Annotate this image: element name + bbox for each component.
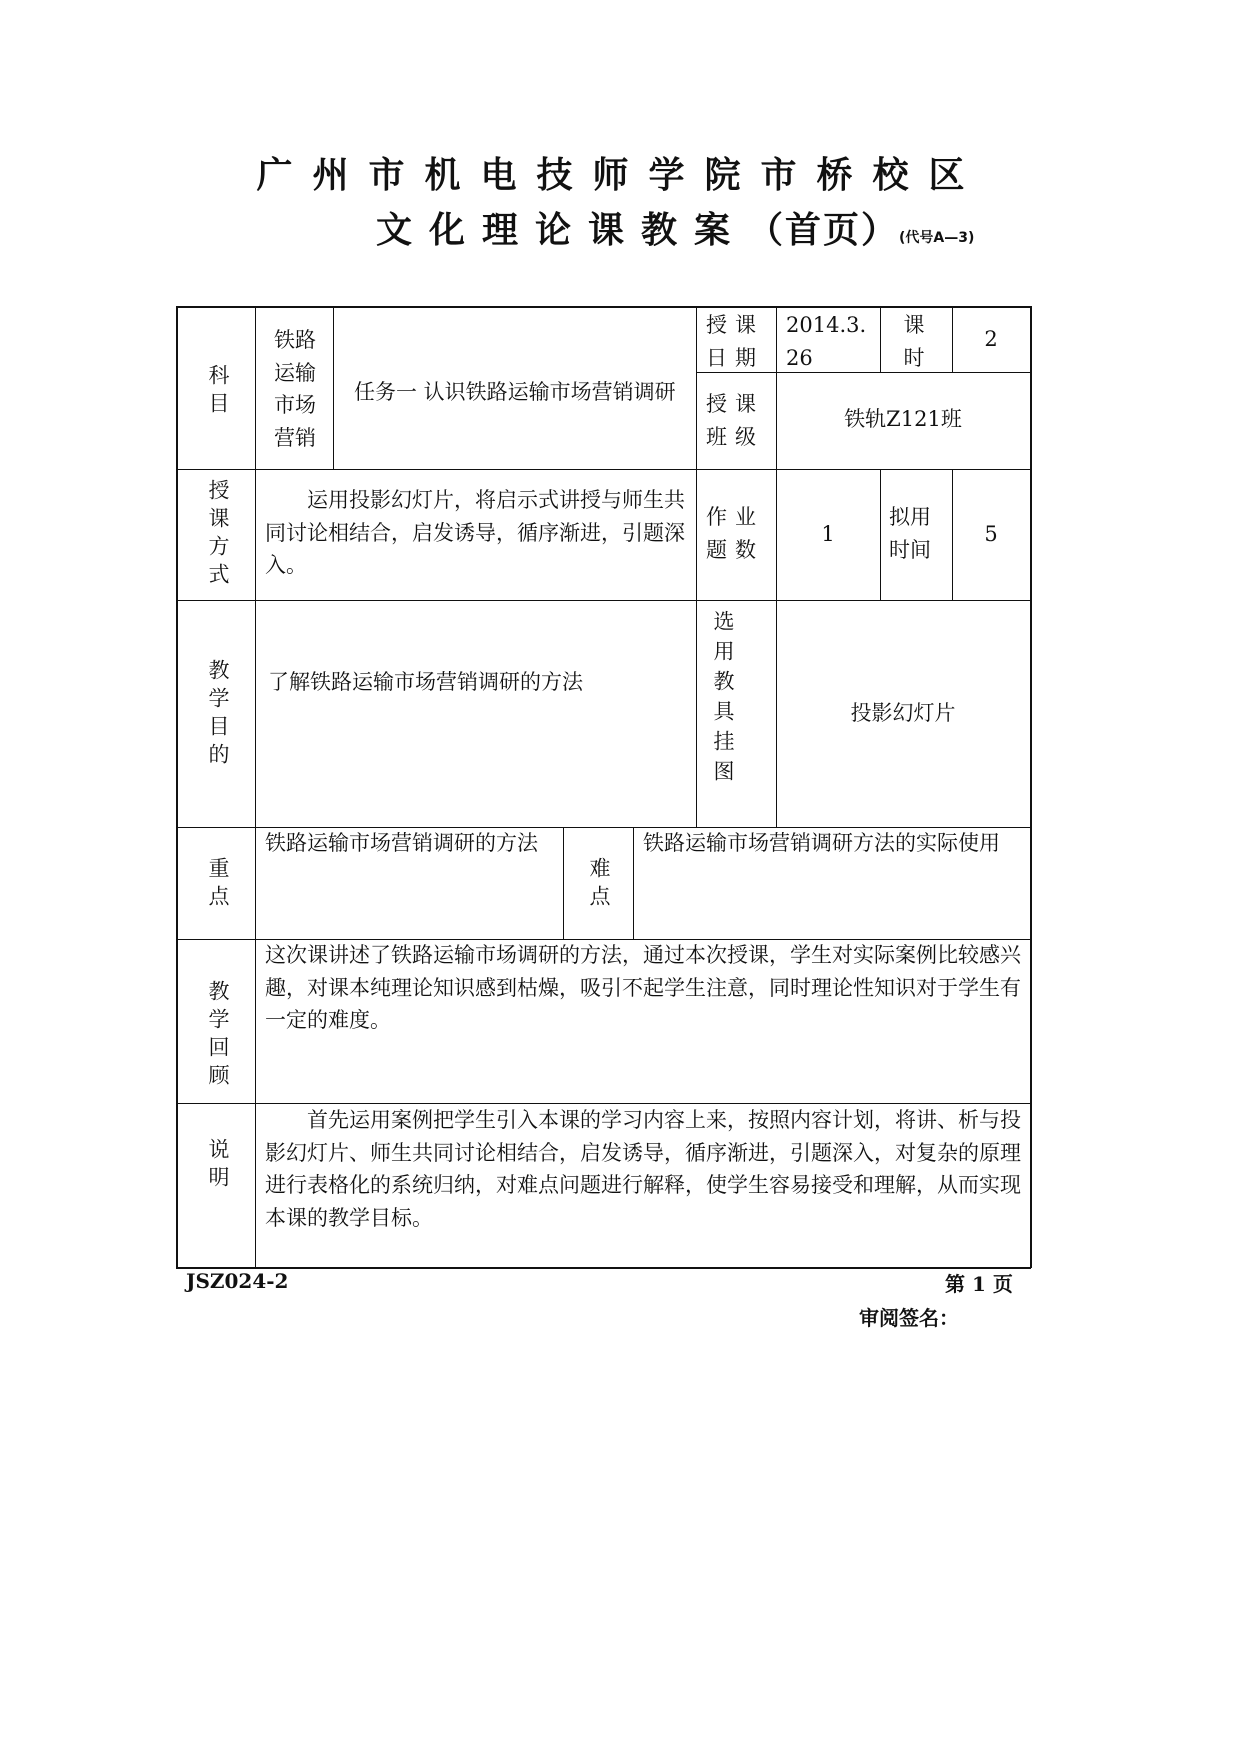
table-border-right	[1030, 306, 1032, 1268]
table-border-top	[176, 306, 1031, 308]
note-label: 说明	[206, 1138, 230, 1194]
note-value: 首先运用案例把学生引入本课的学习内容上来，按照内容计划，将讲、析与投影幻灯片、师生共同讨论相结合，启发诱导，循序渐进，引题深入，对复杂的原理进行表格化的系统归纳，对难点问题进行解释，使学生容易接受和理解，从而实现本课的教学目标。	[265, 1108, 1021, 1230]
review-value: 这次课讲述了铁路运输市场调研的方法，通过本次授课，学生对实际案例比较感兴趣，对课本纯理论知识感到枯燥，吸引不起学生注意，同时理论性知识对于学生有一定的难度。	[265, 943, 1021, 1032]
date-value: 2014.3.26	[786, 313, 867, 370]
table-border-bottom	[176, 1267, 1031, 1269]
subject-label: 科目	[206, 364, 230, 420]
class-label: 授课班级	[706, 392, 764, 449]
column-divider	[776, 306, 777, 828]
key-point-label: 重点	[206, 857, 230, 913]
row-divider	[176, 600, 1031, 601]
method-label: 授课方式	[206, 479, 230, 591]
column-divider	[255, 306, 256, 1268]
column-divider	[633, 827, 634, 940]
document-title-suffix: （首页）	[747, 210, 900, 251]
column-divider	[696, 306, 697, 828]
review-signature: 审阅签名：	[859, 1306, 959, 1330]
form-code: JSZ024-2	[186, 1269, 289, 1293]
column-divider	[333, 306, 334, 470]
column-divider	[563, 827, 564, 940]
objective-value: 了解铁路运输市场营销调研的方法	[268, 670, 583, 694]
review-label: 教学回顾	[206, 980, 230, 1092]
objective-label: 教学目的	[206, 659, 230, 771]
date-label: 授课日期	[706, 313, 764, 370]
difficult-point-label: 难点	[587, 857, 611, 913]
column-divider	[880, 306, 881, 373]
plan-time-label: 拟用时间	[889, 505, 931, 562]
document-title	[376, 207, 974, 262]
hours-value: 2	[984, 327, 998, 351]
key-point-value: 铁路运输市场营销调研的方法	[265, 831, 538, 855]
school-title: 广州市机电技师学院市桥校区	[256, 155, 985, 196]
task-title: 任务一 认识铁路运输市场营销调研	[354, 380, 676, 404]
plan-time-value: 5	[984, 522, 998, 546]
homework-value: 1	[821, 522, 835, 546]
homework-label: 作业题数	[706, 505, 764, 562]
page-number: 第 1 页	[945, 1272, 1013, 1296]
subject-value: 铁路运输市场营销	[274, 328, 316, 450]
column-divider	[880, 469, 881, 601]
tools-label: 选用教具挂图	[711, 610, 735, 790]
method-value: 运用投影幻灯片，将启示式讲授与师生共同讨论相结合，启发诱导，循序渐进，引题深入。	[265, 488, 685, 577]
tools-value: 投影幻灯片	[850, 701, 956, 725]
document-code: (代号A—3)	[899, 230, 975, 246]
class-value: 铁轨Z121班	[844, 407, 962, 431]
row-divider	[176, 469, 1031, 470]
difficult-point-value: 铁路运输市场营销调研方法的实际使用	[643, 831, 1000, 855]
table-border-left	[176, 306, 178, 1268]
hours-label: 课时	[903, 313, 925, 370]
document-title-main: 文化理论课教案	[376, 210, 748, 251]
